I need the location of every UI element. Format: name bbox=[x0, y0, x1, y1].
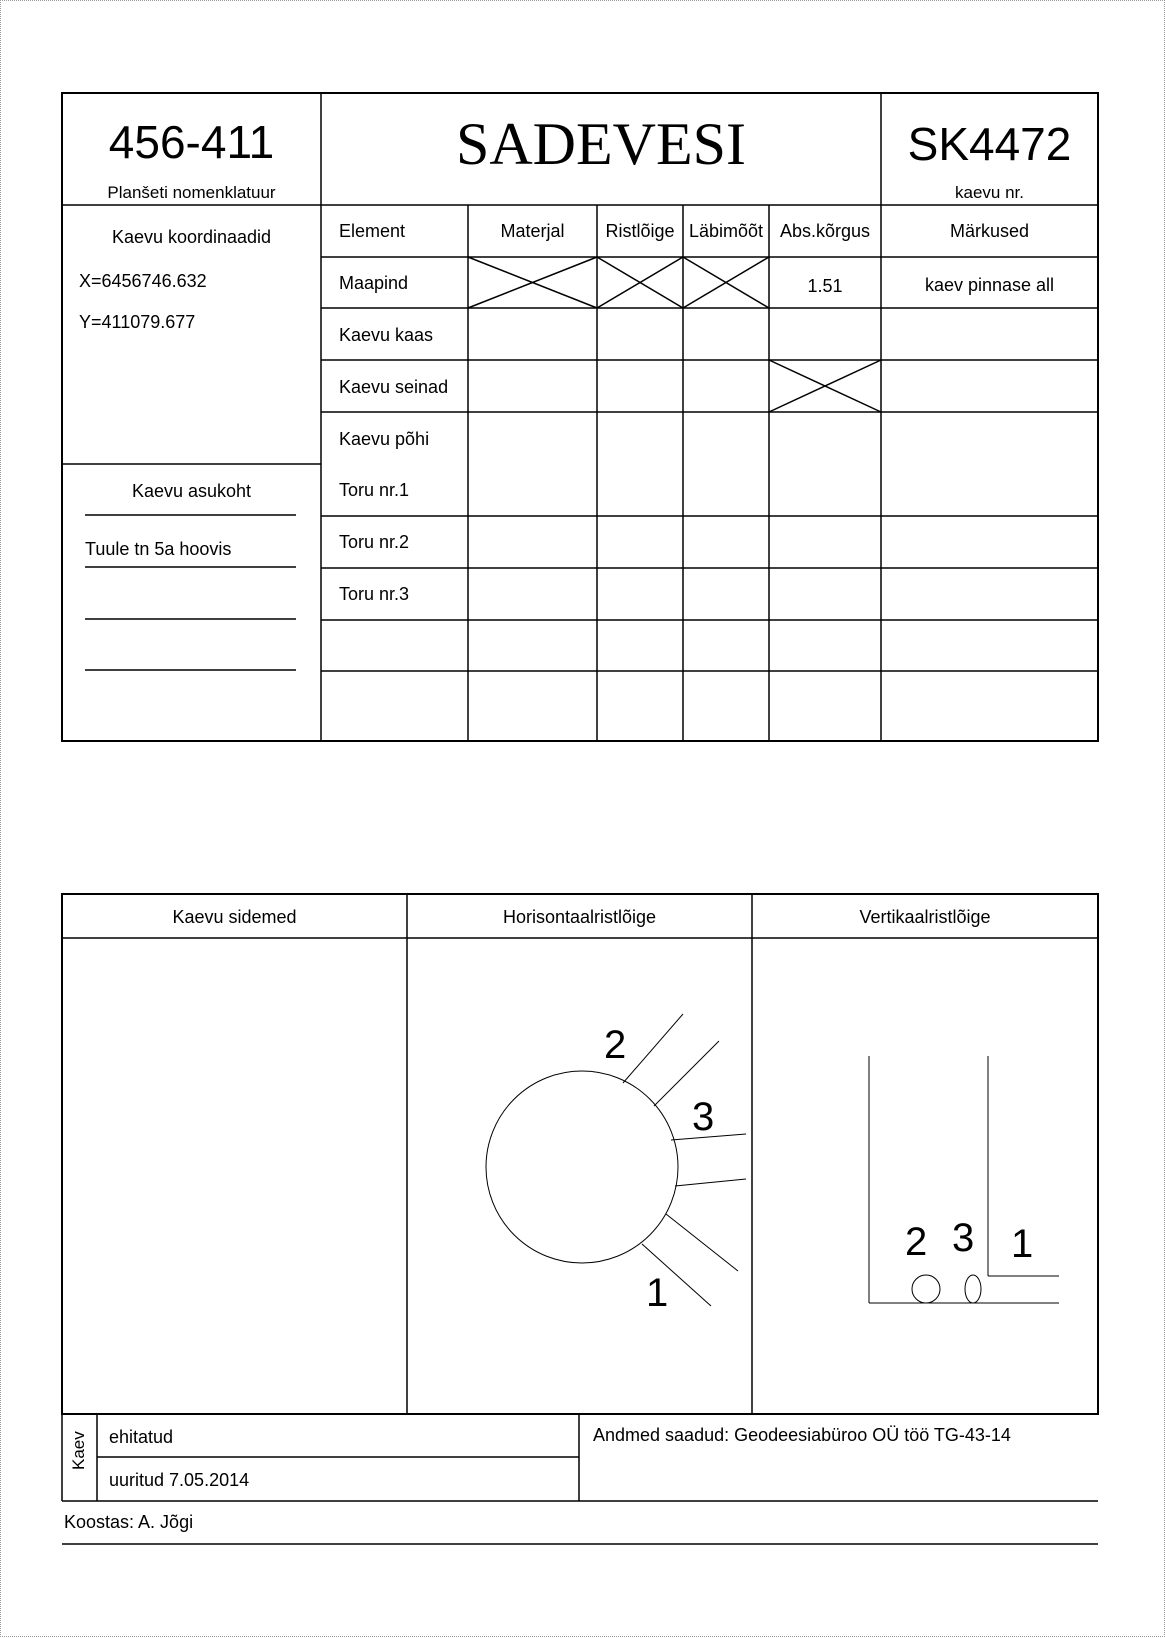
column-header-materjal: Materjal bbox=[500, 221, 565, 241]
vertical-pipe-label-2: 2 bbox=[905, 1220, 928, 1264]
location-line-1: Tuule tn 5a hoovis bbox=[85, 539, 232, 559]
plan-number: 456-411 bbox=[108, 116, 275, 168]
row-markused-1: kaev pinnase all bbox=[924, 275, 1055, 295]
page-title: SADEVESI bbox=[455, 111, 746, 177]
section-header-horizontal: Horisontaalristlõige bbox=[502, 907, 657, 927]
section-header-ties: Kaevu sidemed bbox=[172, 907, 297, 927]
row-element-4: Kaevu põhi bbox=[339, 429, 430, 449]
horizontal-pipe-label-2: 2 bbox=[604, 1023, 627, 1067]
well-number: SK4472 bbox=[907, 118, 1072, 170]
row-abs-korgus-1: 1.51 bbox=[807, 276, 843, 296]
horizontal-pipe-label-3: 3 bbox=[692, 1095, 715, 1139]
coordinates-label: Kaevu koordinaadid bbox=[111, 227, 272, 247]
vertical-pipe-label-3: 3 bbox=[952, 1216, 975, 1260]
column-header-abs-korgus: Abs.kõrgus bbox=[779, 221, 871, 241]
row-element-7: Toru nr.3 bbox=[339, 584, 410, 604]
row-element-3: Kaevu seinad bbox=[339, 377, 449, 397]
horizontal-pipe-label-1: 1 bbox=[646, 1271, 669, 1315]
vertical-pipe-label-1: 1 bbox=[1011, 1222, 1034, 1266]
row-element-2: Kaevu kaas bbox=[339, 325, 434, 345]
plan-number-label: Planšeti nomenklatuur bbox=[107, 183, 276, 202]
location-label: Kaevu asukoht bbox=[131, 481, 252, 501]
row-element-1: Maapind bbox=[339, 273, 409, 293]
row-element-6: Toru nr.2 bbox=[339, 532, 410, 552]
coordinate-x: X=6456746.632 bbox=[79, 271, 207, 291]
footer-source: Andmed saadud: Geodeesiabüroo OÜ töö TG-43-14 bbox=[593, 1425, 1011, 1445]
coordinate-y: Y=411079.677 bbox=[79, 312, 196, 332]
column-header-labimoot: Läbimõõt bbox=[688, 221, 764, 241]
row-element-5: Toru nr.1 bbox=[339, 480, 410, 500]
well-number-label: kaevu nr. bbox=[955, 183, 1024, 202]
column-header-element: Element bbox=[339, 221, 406, 241]
column-header-markused: Märkused bbox=[949, 221, 1030, 241]
footer-built: ehitatud bbox=[109, 1427, 174, 1447]
section-header-vertical: Vertikaalristlõige bbox=[859, 907, 991, 927]
footer-author: Koostas: A. Jõgi bbox=[64, 1512, 194, 1532]
footer-surveyed: uuritud 7.05.2014 bbox=[109, 1470, 250, 1490]
footer-side-label: Kaev bbox=[69, 1431, 88, 1470]
column-header-ristloige: Ristlõige bbox=[605, 221, 675, 241]
